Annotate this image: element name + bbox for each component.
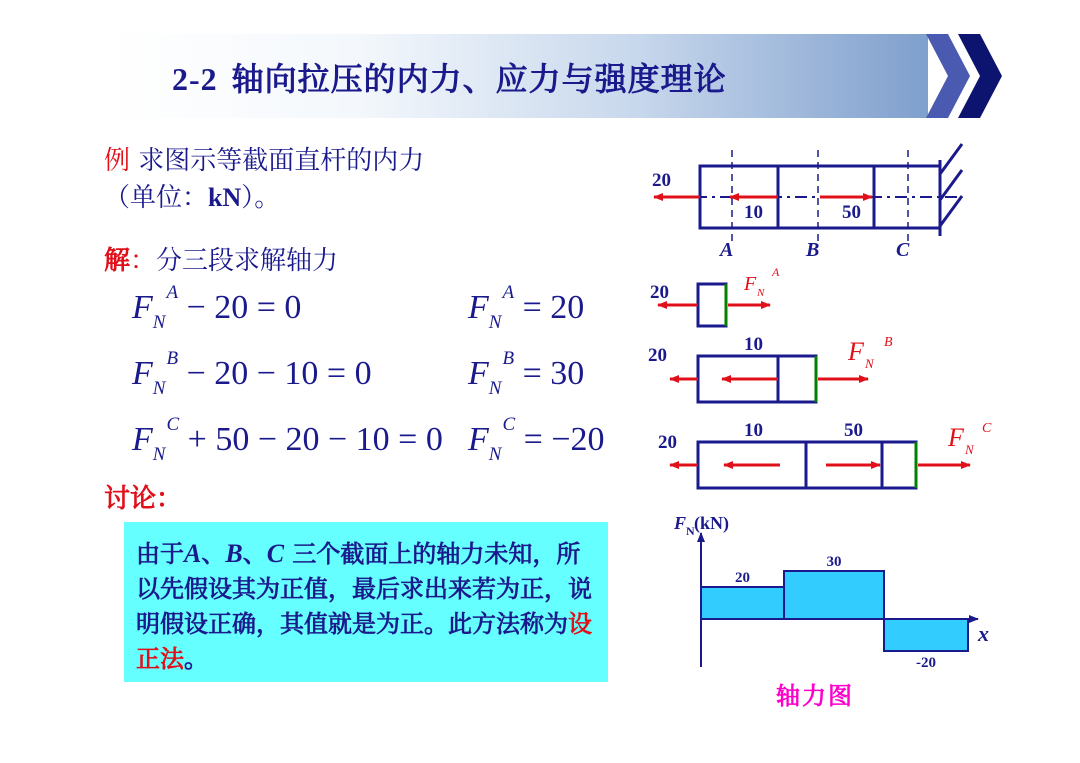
chart-bar-a <box>701 587 784 619</box>
load-label-10: 10 <box>744 202 763 223</box>
note-B: B <box>225 539 243 568</box>
equation-2-right <box>468 348 584 400</box>
fbd2-force-N: N <box>865 356 874 371</box>
free-body-diagram-a <box>650 265 780 326</box>
chart-bar-b <box>784 571 884 619</box>
solution-colon: ： <box>130 246 157 276</box>
note-highlight: 设正法 <box>136 610 592 673</box>
chart-value-label-b: 30 <box>826 554 842 570</box>
unit-open: （单位： <box>104 183 209 213</box>
equation-1-left <box>132 282 301 334</box>
eq3-right-text: = −20 <box>523 421 605 458</box>
note-end: 。 <box>184 645 208 673</box>
note-text-2: 三个截面上的轴力未知，所以先假设其为正值，最后求出来若为正，说明假设正确，其值就是为正。此方法称为 <box>136 540 592 638</box>
chart-value-label-c: -20 <box>916 655 936 671</box>
sym-F: F <box>468 355 489 392</box>
fbd2-force-B: B <box>884 335 893 350</box>
fbd3-force-N: N <box>965 442 974 457</box>
note-sep-1: 、 <box>201 540 226 568</box>
chart-ylabel-F: F <box>674 513 687 533</box>
note-box <box>124 522 608 682</box>
chart-title: 轴力图 <box>776 682 854 710</box>
eq1-left-text: − 20 = 0 <box>186 289 302 326</box>
sym-A: A <box>502 282 515 303</box>
equation-3-left <box>132 414 443 466</box>
eq3-left-text: + 50 − 20 − 10 = 0 <box>187 421 443 458</box>
note-C: C <box>266 539 285 568</box>
chart-bar-c <box>884 619 968 651</box>
fbd2-load-left: 20 <box>648 345 667 366</box>
sym-N: N <box>488 378 502 399</box>
section-number: 2-2 <box>172 61 218 97</box>
note-text-1: 由于 <box>136 540 184 568</box>
load-label-50: 50 <box>842 202 861 223</box>
note-sep-2: 、 <box>242 540 267 568</box>
bar-diagrams <box>640 130 1010 530</box>
example-line-1 <box>104 140 424 177</box>
fbd2-force-F: F <box>848 337 864 366</box>
sym-N: N <box>152 444 166 465</box>
example-prefix: 例 <box>104 146 131 176</box>
sym-F: F <box>132 421 153 458</box>
section-label-c: C <box>896 239 910 261</box>
sym-N: N <box>152 312 166 333</box>
eq2-right-text: = 30 <box>522 355 585 392</box>
equation-3-right <box>468 414 605 466</box>
fbd3-force-C: C <box>982 421 992 436</box>
unit-kn: kN <box>208 183 242 212</box>
discussion-label: 讨论： <box>104 484 183 514</box>
sym-B: B <box>502 348 515 369</box>
note-A: A <box>184 539 202 568</box>
chart-xlabel: x <box>978 621 989 646</box>
fbd2-load-mid: 10 <box>744 334 763 355</box>
free-body-diagram-b <box>648 334 893 402</box>
sym-F: F <box>468 421 489 458</box>
sym-N: N <box>488 312 502 333</box>
chart-ylabel-N: N <box>686 524 695 538</box>
sym-N: N <box>152 378 166 399</box>
sym-C: C <box>166 414 180 435</box>
example-line-2 <box>104 177 280 214</box>
section-label-a: A <box>720 239 734 261</box>
fbd3-force-F: F <box>948 423 964 452</box>
fbd3-load-left: 20 <box>658 432 677 453</box>
fbd1-force-N: N <box>757 287 765 299</box>
sym-C: C <box>502 414 516 435</box>
unit-close: ）。 <box>241 183 281 213</box>
solution-line <box>104 240 338 277</box>
solution-text: 分三段求解轴力 <box>156 246 339 276</box>
fbd3-load-mid: 10 <box>744 420 763 441</box>
load-label-20: 20 <box>652 170 671 191</box>
fbd3-load-right: 50 <box>844 420 863 441</box>
equation-1-right <box>468 282 584 334</box>
eq2-left-text: − 20 − 10 = 0 <box>186 355 372 392</box>
free-body-diagram-c <box>658 420 992 488</box>
fbd1-force-F: F <box>744 273 757 295</box>
solution-prefix: 解 <box>104 246 131 276</box>
section-title: 轴向拉压的内力、应力与强度理论 <box>231 60 727 98</box>
sym-F: F <box>468 289 489 326</box>
chart-value-label-a: 20 <box>735 570 750 586</box>
page-title <box>172 54 727 100</box>
section-label-b: B <box>806 239 820 261</box>
main-bar <box>652 144 962 261</box>
sym-A: A <box>166 282 179 303</box>
fbd1-load: 20 <box>650 282 669 303</box>
eq1-right-text: = 20 <box>522 289 585 326</box>
fbd1-force-A: A <box>772 265 780 279</box>
sym-F: F <box>132 289 153 326</box>
sym-B: B <box>166 348 179 369</box>
chart-ylabel-unit: (kN) <box>694 513 729 533</box>
sym-F: F <box>132 355 153 392</box>
equation-2-left <box>132 348 372 400</box>
next-chevron-icon <box>918 34 1004 118</box>
example-text: 求图示等截面直杆的内力 <box>138 146 425 176</box>
sym-N: N <box>488 444 502 465</box>
